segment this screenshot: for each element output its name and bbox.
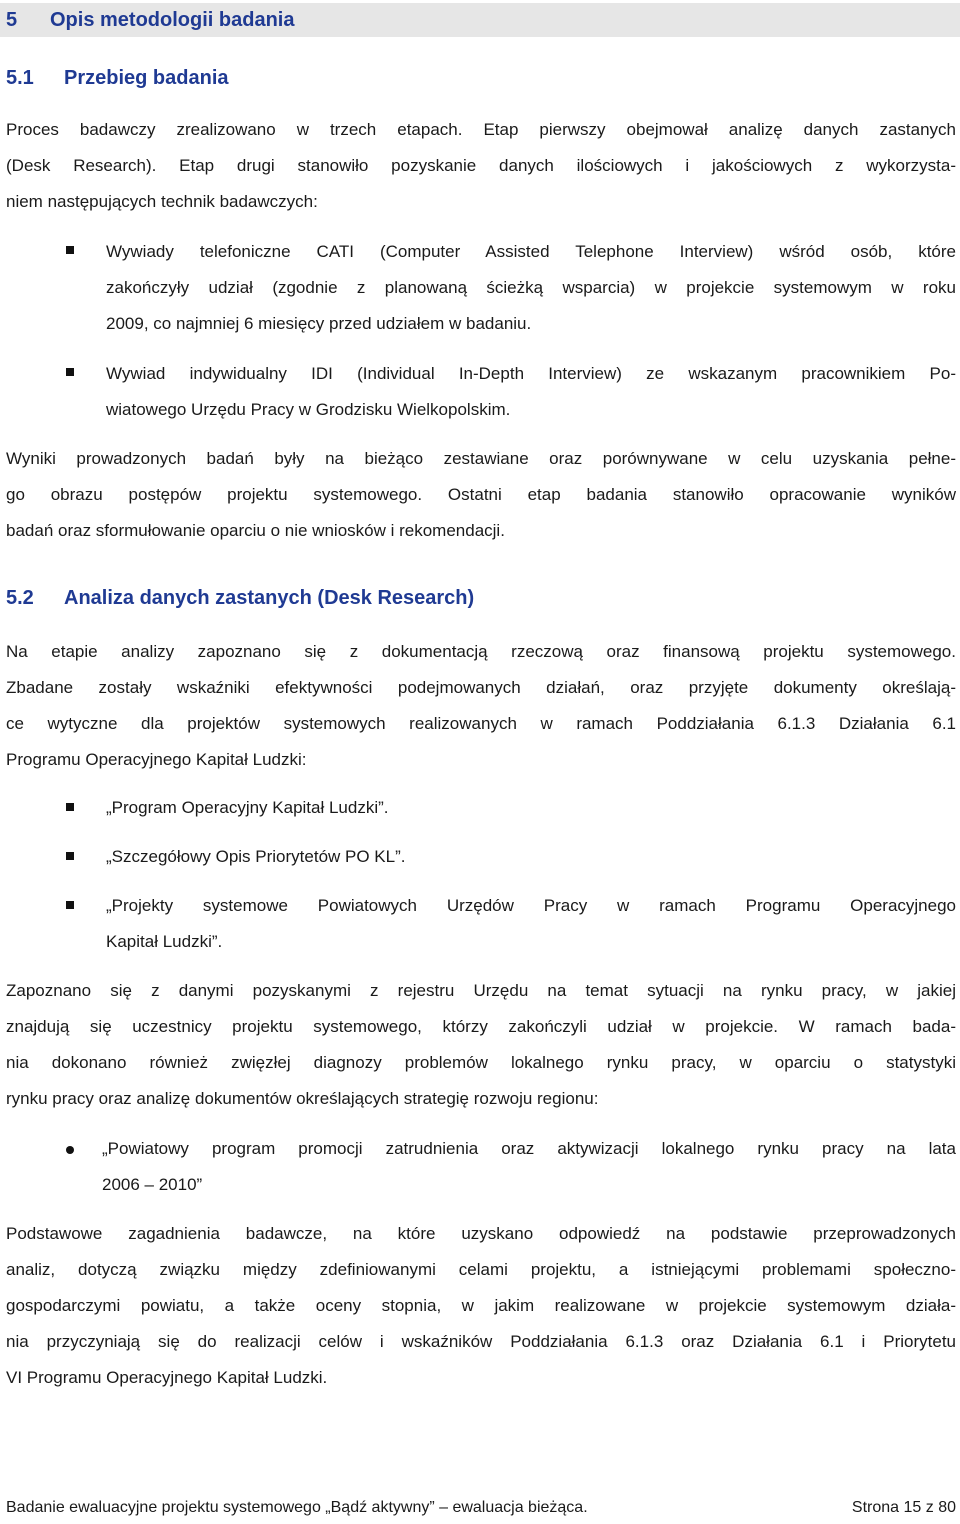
subsection-title: Analiza danych zastanych (Desk Research)	[64, 587, 475, 609]
bullet-square-icon	[66, 901, 74, 909]
text-line: go obrazu postępów projektu systemowego. Ostatni etap badania stanowiło opracowanie wyników	[6, 485, 956, 504]
text-line: (Desk Research). Etap drugi stanowiło pozyskanie danych ilościowych i jakościowych z wykorzysta-	[6, 156, 956, 175]
footer-title: Badanie ewaluacyjne projektu systemowego „Bądź aktywny” – ewaluacja bieżąca.	[6, 1499, 588, 1516]
text-line: nia przyczyniają się do realizacji celów i wskaźników Poddziałania 6.1.3 oraz Działania 6.1 i Priorytetu	[6, 1332, 956, 1351]
text-line: „Szczegółowy Opis Priorytetów PO KL”.	[106, 847, 406, 866]
section-number: 5	[6, 9, 18, 31]
subsection-number: 5.1	[6, 67, 34, 89]
text-line: Wywiad indywidualny IDI (Individual In-Depth Interview) ze wskazanym pracownikiem Po-	[106, 364, 956, 383]
page-number: Strona 15 z 80	[851, 1499, 956, 1516]
subsection-number: 5.2	[6, 587, 34, 609]
text-line: 2006 – 2010”	[102, 1175, 203, 1194]
text-line: VI Programu Operacyjnego Kapitał Ludzki.	[6, 1368, 328, 1387]
section-heading	[0, 3, 960, 37]
list-item-program	[102, 1131, 956, 1203]
text-line: Zapoznano się z danymi pozyskanymi z rejestru Urzędu na temat sytuacji na rynku pracy, w jakiej	[6, 981, 956, 1000]
text-line: Podstawowe zagadnienia badawcze, na które uzyskano odpowiedź na podstawie przeprowadzonych	[6, 1224, 956, 1243]
text-line: Zbadane zostały wskaźniki efektywności podejmowanych działań, oraz przyjęte dokumenty określają-	[6, 678, 956, 697]
list-item-idi	[106, 356, 956, 428]
text-line: Proces badawczy zrealizowano w trzech etapach. Etap pierwszy obejmował analizę danych zastanych	[6, 120, 956, 139]
text-line: „Program Operacyjny Kapitał Ludzki”.	[106, 798, 389, 817]
text-line: badań oraz sformułowanie oparciu o nie wniosków i rekomendacji.	[6, 521, 505, 540]
text-line: gospodarczymi powiatu, a także oceny stopnia, w jakim realizowane w projekcie systemowym działa-	[6, 1296, 956, 1315]
text-line: Programu Operacyjnego Kapitał Ludzki:	[6, 750, 307, 769]
bullet-square-icon	[66, 852, 74, 860]
subsection-heading-5-2	[6, 586, 474, 610]
text-line: ce wytyczne dla projektów systemowych realizowanych w ramach Poddziałania 6.1.3 Działania 6.1	[6, 714, 956, 733]
text-line: 2009, co najmniej 6 miesięcy przed udziałem w badaniu.	[106, 314, 532, 333]
research-questions-paragraph	[6, 1216, 956, 1396]
list-item-cati	[106, 234, 956, 342]
bullet-square-icon	[66, 803, 74, 811]
list-item-doc-2	[106, 839, 956, 875]
subsection-heading-5-1	[6, 66, 229, 90]
text-line: Wyniki prowadzonych badań były na bieżąco zestawiane oraz porównywane w celu uzyskania pełne-	[6, 449, 956, 468]
subsection-title: Przebieg badania	[64, 67, 229, 89]
text-line: „Projekty systemowe Powiatowych Urzędów Pracy w ramach Programu Operacyjnego	[106, 896, 956, 915]
list-item-doc-1	[106, 790, 956, 826]
text-line: wiatowego Urzędu Pracy w Grodzisku Wielkopolskim.	[106, 400, 511, 419]
bullet-square-icon	[66, 368, 74, 376]
text-line: Kapitał Ludzki”.	[106, 932, 223, 951]
text-line: Na etapie analizy zapoznano się z dokumentacją rzeczową oraz finansową projektu systemowego.	[6, 642, 956, 661]
text-line: „Powiatowy program promocji zatrudnienia oraz aktywizacji lokalnego rynku pracy na lata	[102, 1139, 956, 1158]
list-item-doc-3	[106, 888, 956, 960]
section-title: Opis metodologii badania	[50, 9, 295, 31]
register-paragraph	[6, 973, 956, 1117]
bullet-dot-icon	[66, 1146, 74, 1154]
results-paragraph	[6, 441, 956, 549]
text-line: znajdują się uczestnicy projektu systemowego, którzy zakończyli udział w projekcie. W ramach bada-	[6, 1017, 956, 1036]
text-line: nia dokonano również zwięzłej diagnozy problemów lokalnego rynku pracy, w oparciu o statystyki	[6, 1053, 956, 1072]
text-line: rynku pracy oraz analizę dokumentów określających strategię rozwoju regionu:	[6, 1089, 599, 1108]
bullet-square-icon	[66, 246, 74, 254]
text-line: niem następujących technik badawczych:	[6, 192, 318, 211]
text-line: zakończyły udział (zgodnie z planowaną ścieżką wsparcia) w projekcie systemowym w roku	[106, 278, 956, 297]
intro-paragraph	[6, 112, 956, 220]
desk-research-paragraph	[6, 634, 956, 778]
text-line: Wywiady telefoniczne CATI (Computer Assisted Telephone Interview) wśród osób, które	[106, 242, 956, 261]
page-footer	[6, 1497, 956, 1519]
text-line: analiz, dotyczą związku między zdefiniowanymi celami projektu, a istniejącymi problemami społeczno-	[6, 1260, 956, 1279]
